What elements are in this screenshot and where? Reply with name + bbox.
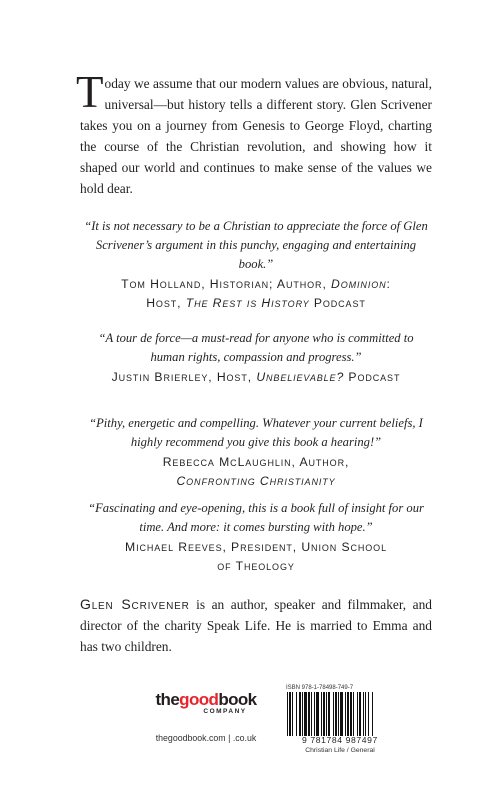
author-bio-text: is an author, speaker and filmmaker, and director of the charity Speak Life. He is married to Emma and has two children. bbox=[80, 597, 432, 654]
endorsement-attribution: Justin Brierley, Host, Unbelievable? Podcast bbox=[111, 370, 401, 384]
book-category: Christian Life / General bbox=[305, 747, 375, 754]
endorsement-attribution: Michael Reeves, President, Union School of Theology bbox=[125, 540, 387, 573]
endorsement-attribution: Rebecca McLaughlin, Author, Confronting Christianity bbox=[162, 455, 350, 488]
endorsement-1 bbox=[80, 217, 432, 313]
barcode-digits: 9 781784 987497 bbox=[302, 735, 378, 745]
endorsement-quote: “Fascinating and eye-opening, this is a book full of insight for our time. And more: it comes bursting with hope.” bbox=[88, 501, 424, 534]
publisher-website: thegoodbook.com | .co.uk bbox=[155, 733, 257, 743]
drop-cap: T bbox=[76, 67, 104, 117]
blurb-text: oday we assume that our modern values are obvious, natural, universal—but history tells a different story. Glen Scrivener takes you on a journey from Genesis to George Floyd, charting the course of the Christian revolution, and showing how it shaped our world and continues to make sense of the values we hold dear. bbox=[80, 76, 432, 196]
endorsement-quote: “A tour de force—a must-read for anyone who is committed to human rights, compassion and progress.” bbox=[98, 331, 414, 364]
back-cover-blurb bbox=[76, 67, 432, 199]
endorsement-attribution: Tom Holland, Historian; Author, Dominion: Host, The Rest is History Podcast bbox=[121, 277, 391, 310]
barcode-icon bbox=[284, 692, 396, 736]
isbn-text: ISBN 978-1-78498-749-7 bbox=[286, 685, 354, 691]
publisher-logo-company: COMPANY bbox=[203, 708, 247, 715]
publisher-logo-wordmark: thegoodbook bbox=[155, 690, 257, 709]
endorsement-quote: “Pithy, energetic and compelling. Whatever your current beliefs, I highly recommend you give this book a hearing!” bbox=[89, 416, 423, 449]
endorsement-3 bbox=[80, 414, 432, 491]
publisher-logo bbox=[146, 690, 266, 715]
endorsement-2 bbox=[80, 329, 432, 387]
author-bio bbox=[80, 594, 432, 657]
endorsement-4 bbox=[80, 499, 432, 576]
isbn-barcode-block bbox=[282, 684, 398, 762]
author-name: Glen Scrivener bbox=[80, 596, 190, 612]
endorsement-quote: “It is not necessary to be a Christian to appreciate the force of Glen Scrivener’s argument in this punchy, engaging and entertaining book.” bbox=[84, 219, 428, 271]
